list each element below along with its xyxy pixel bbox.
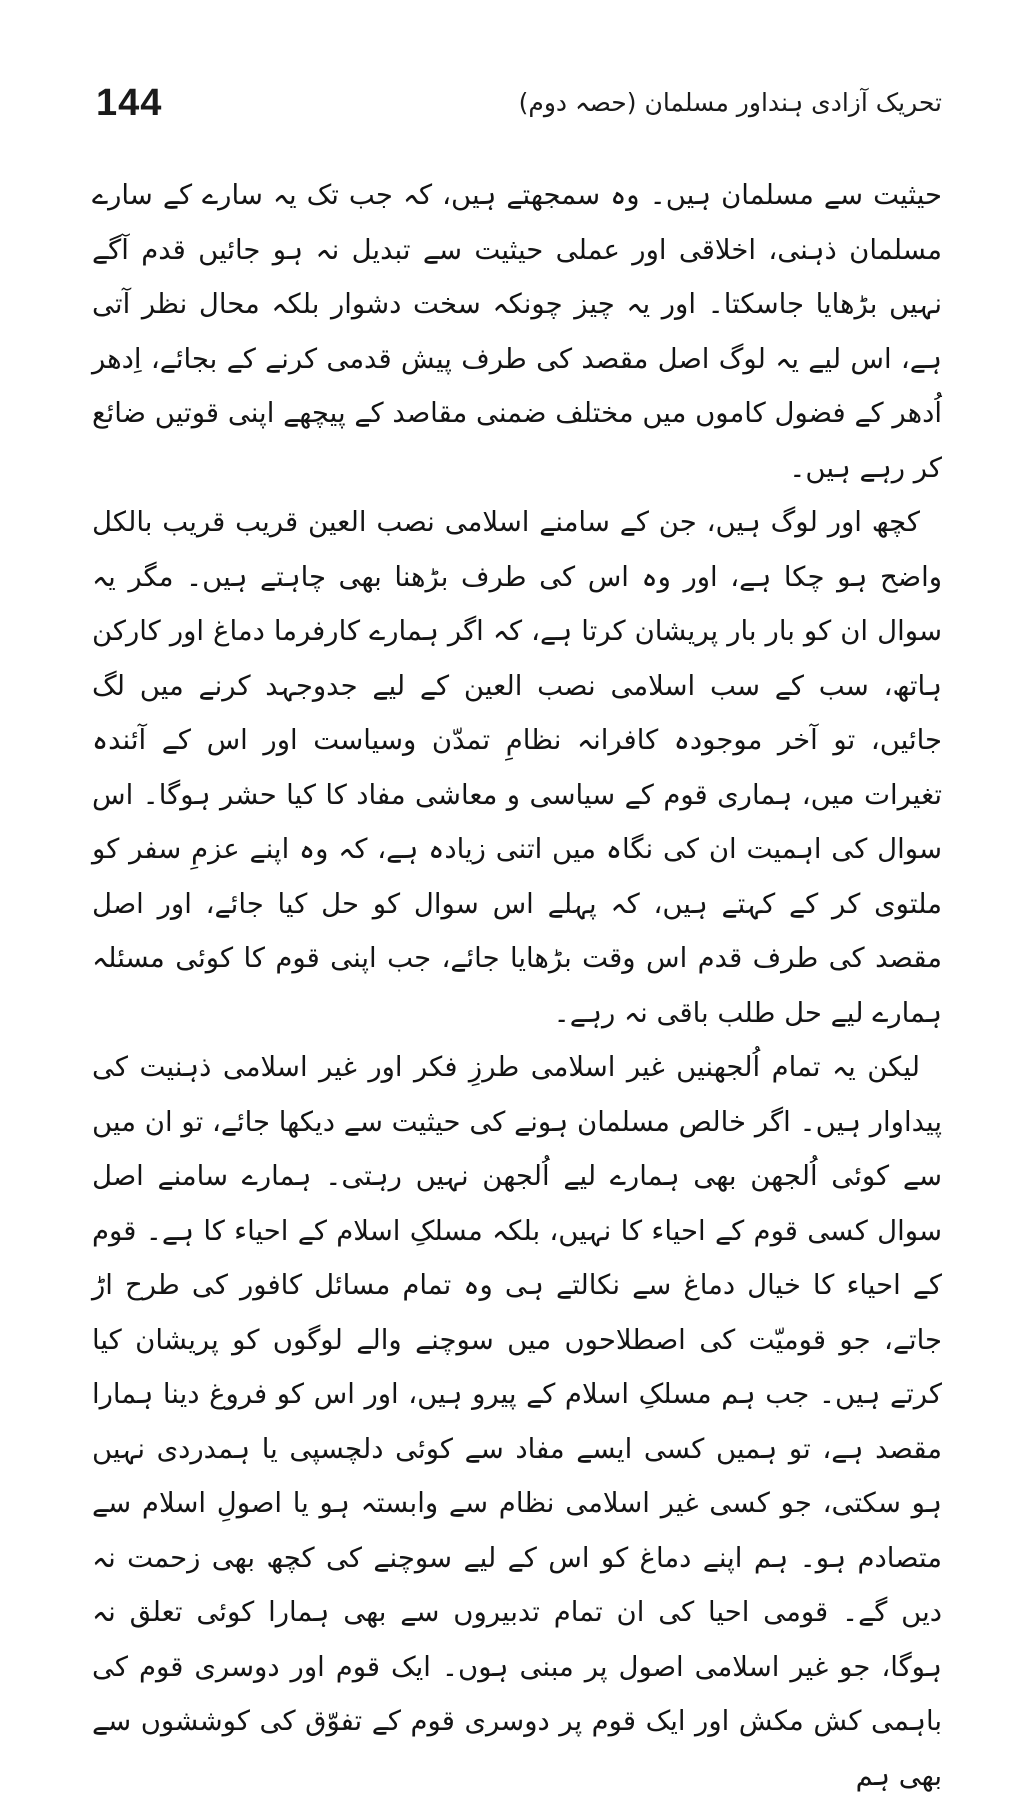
page-header: [96, 78, 942, 138]
paragraph-1: حیثیت سے مسلمان ہیں۔ وہ سمجھتے ہیں، کہ جب تک یہ سارے کے سارے مسلمان ذہنی، اخلاقی اور عملی حیثیت سے تبدیل نہ ہو جائیں قدم آگے نہیں بڑھایا جاسکتا۔ اور یہ چیز چونکہ سخت دشوار بلکہ محال نظر آتی ہے، اس لیے یہ لوگ اصل مقصد کی طرف پیش قدمی کرنے کے بجائے، اِدھر اُدھر کے فضول کاموں میں مختلف ضمنی مقاصد کے پیچھے اپنی قوتیں ضائع کر رہے ہیں۔: [92, 179, 942, 484]
page-number: 144: [96, 82, 163, 124]
running-title: تحریک آزادی ہنداور مسلمان (حصہ دوم): [518, 88, 942, 117]
paragraph-2: کچھ اور لوگ ہیں، جن کے سامنے اسلامی نصب العین قریب قریب بالکل واضح ہو چکا ہے، اور وہ اس کی طرف بڑھنا بھی چاہتے ہیں۔ مگر یہ سوال ان کو بار بار پریشان کرتا ہے، کہ اگر ہمارے کارفرما دماغ اور کارکن ہاتھ، سب کے سب اسلامی نصب العین کے لیے جدوجہد کرنے میں لگ جائیں، تو آخر موجودہ کافرانہ نظامِ تمدّن وسیاست اور اس کے آئندہ تغیرات میں، ہماری قوم کے سیاسی و معاشی مفاد کا کیا حشر ہوگا۔ اس سوال کی اہمیت ان کی نگاہ میں اتنی زیادہ ہے، کہ وہ اپنے عزمِ سفر کو ملتوی کر کے کہتے ہیں، کہ پہلے اس سوال کو حل کیا جائے، اور اصل مقصد کی طرف قدم اس وقت بڑھایا جائے، جب اپنی قوم کا کوئی مسئلہ ہمارے لیے حل طلب باقی نہ رہے۔: [92, 506, 942, 1029]
body-text: [92, 168, 942, 1803]
paragraph-3: لیکن یہ تمام اُلجھنیں غیر اسلامی طرزِ فکر اور غیر اسلامی ذہنیت کی پیداوار ہیں۔ اگر خالص مسلمان ہونے کی حیثیت سے دیکھا جائے، تو ان میں سے کوئی اُلجھن بھی ہمارے لیے اُلجھن نہیں رہتی۔ ہمارے سامنے اصل سوال کسی قوم کے احیاء کا نہیں، بلکہ مسلکِ اسلام کے احیاء کا ہے۔ قوم کے احیاء کا خیال دماغ سے نکالتے ہی وہ تمام مسائل کافور کی طرح اڑ جاتے، جو قومیّت کی اصطلاحوں میں سوچنے والے لوگوں کو پریشان کیا کرتے ہیں۔ جب ہم مسلکِ اسلام کے پیرو ہیں، اور اس کو فروغ دینا ہمارا مقصد ہے، تو ہمیں کسی ایسے مفاد سے کوئی دلچسپی یا ہمدردی نہیں ہو سکتی، جو کسی غیر اسلامی نظام سے وابستہ ہو یا اصولِ اسلام سے متصادم ہو۔ ہم اپنے دماغ کو اس کے لیے سوچنے کی کچھ بھی زحمت نہ دیں گے۔ قومی احیا کی ان تمام تدبیروں سے بھی ہمارا کوئی تعلق نہ ہوگا، جو غیر اسلامی اصول پر مبنی ہوں۔ ایک قوم اور دوسری قوم کی باہمی کش مکش اور ایک قوم پر دوسری قوم کے تفوّق کی کوششوں سے بھی ہم: [92, 1051, 942, 1792]
